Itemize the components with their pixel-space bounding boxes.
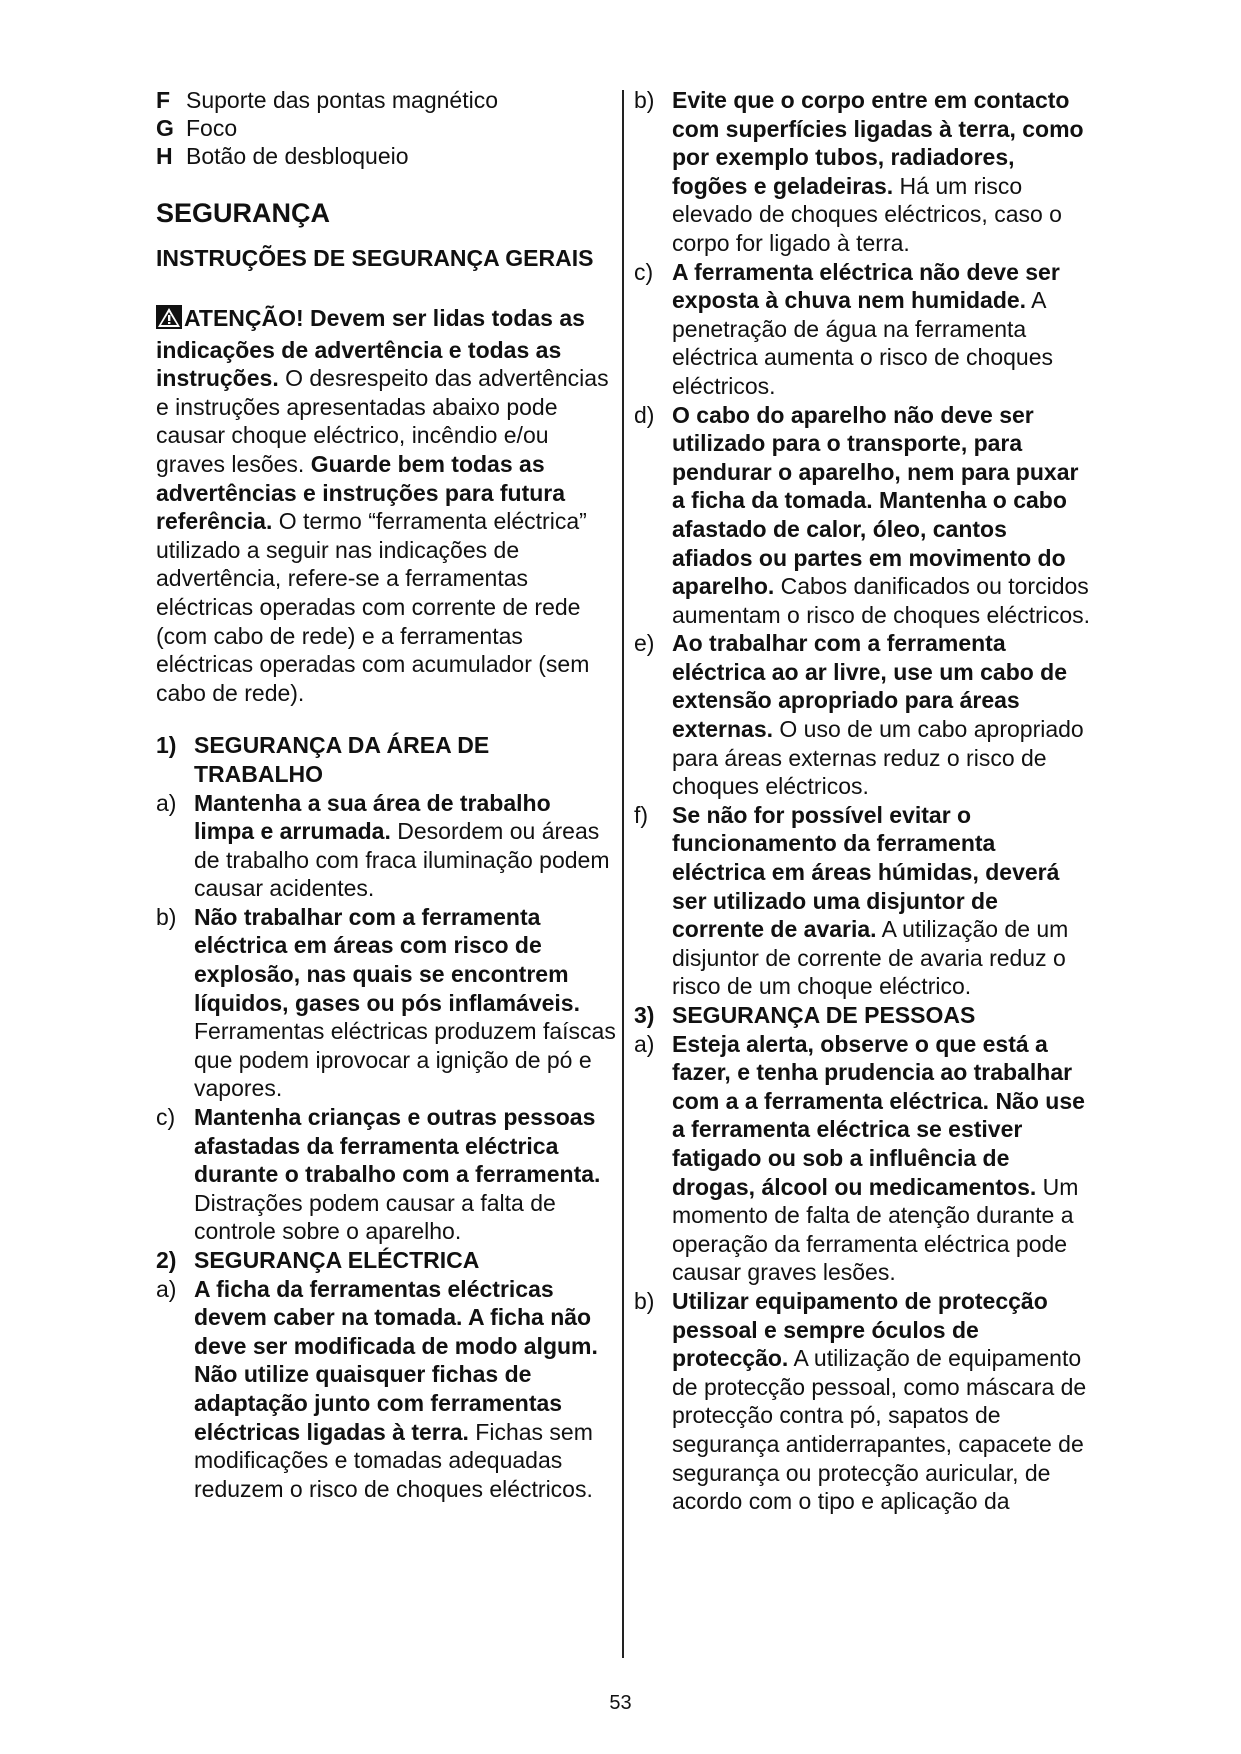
legend-item-h: [156, 142, 616, 170]
section-work-area: [156, 731, 616, 1246]
item-text: Há um risco elevado de choques eléctricos, caso o corpo for ligado à terra.: [672, 172, 1062, 256]
section-heading: [156, 731, 616, 788]
section-number: 2): [156, 1247, 177, 1273]
list-item: [634, 801, 1092, 1001]
item-bold: Não trabalhar com a ferramenta eléctrica em áreas com risco de explosão, nas quais se encontrem líquidos, gases ou pós inflamáveis.: [194, 903, 580, 1016]
item-label: b): [156, 903, 177, 930]
section-heading-text: SEGURANÇA ELÉCTRICA: [194, 1247, 480, 1273]
section-personal: [634, 1001, 1092, 1516]
item-text: A penetração de água na ferramenta eléctrica aumenta o risco de choques eléctricos.: [672, 287, 1053, 399]
warning-bold-text: ATENÇÃO! Devem ser lidas todas as indicações de advertência e todas as instruções.: [156, 305, 585, 392]
subsection-title: INSTRUÇÕES DE SEGURANÇA GERAIS: [156, 245, 594, 271]
item-text: A utilização de equipamento de protecção pessoal, como máscara de protecção contra pó, sapatos de segurança antiderrapantes, capacete de segurança ou protecção auricular, de acordo com o tipo e aplicação da: [672, 1345, 1087, 1515]
list-item: [634, 401, 1092, 630]
warning-paragraph: [156, 304, 616, 707]
item-text: Um momento de falta de atenção durante a operação da ferramenta eléctrica pode causar graves lesões.: [672, 1173, 1079, 1286]
legend-item-g: [156, 114, 616, 142]
legend-item-f: [156, 86, 616, 114]
item-text: Desordem ou áreas de trabalho com fraca iluminação podem causar acidentes.: [194, 818, 610, 902]
list-item: [634, 629, 1092, 801]
section-title: SEGURANÇA: [156, 198, 331, 228]
item-bold: A ficha da ferramentas eléctricas devem caber na tomada. A ficha não deve ser modificada de modo algum. Não utilize quaisquer fichas de adaptação junto com ferramentas eléctricas ligadas à terra.: [194, 1275, 598, 1445]
section-heading: [634, 1001, 1092, 1030]
item-bold: Mantenha a sua área de trabalho limpa e arrumada.: [194, 789, 551, 845]
left-column: [156, 86, 616, 1503]
item-bold: Esteja alerta, observe o que está a fazer, e tenha prudencia ao trabalhar com a a ferramenta eléctrica. Não use a ferramenta eléctrica se estiver fatigado ou sob a influência de drogas, álcool ou medicamentos.: [672, 1030, 1085, 1200]
section-electrical: [156, 1246, 616, 1503]
item-bold: O cabo do aparelho não deve ser utilizado para o transporte, para pendurar o aparelho, nem para puxar a ficha da tomada. Mantenha o cabo afastado de calor, óleo, cantos afiados ou partes em movimento do aparelho.: [672, 401, 1079, 600]
item-label: f): [634, 801, 649, 828]
item-text: O uso de um cabo apropriado para áreas externas reduz o risco de choques eléctricos.: [672, 716, 1084, 800]
item-label: b): [634, 87, 655, 113]
page-number: 53: [609, 1692, 632, 1714]
warning-text: O desrespeito das advertências e instruções apresentadas abaixo pode causar choque eléctrico, incêndio e/ou graves lesões.: [156, 365, 609, 477]
item-bold: A ferramenta eléctrica não deve ser exposta à chuva nem humidade.: [672, 258, 1060, 314]
section-heading-text: SEGURANÇA DA ÁREA DE TRABALHO: [194, 732, 490, 787]
item-bold: Evite que o corpo entre em contacto com superfícies ligadas à terra, como por exemplo tubos, radiadores, fogões e geladeiras.: [672, 87, 1084, 199]
list-item: [156, 1275, 616, 1504]
legend-letter: H: [156, 143, 173, 169]
warning-bold-text-2: Guarde bem todas as advertências e instruções para futura referência.: [156, 450, 566, 535]
item-label: a): [156, 789, 177, 816]
right-column: [634, 86, 1092, 1516]
section-heading: [156, 1246, 616, 1275]
item-label: c): [634, 258, 654, 285]
section-number: 3): [634, 1002, 655, 1028]
section-number: 1): [156, 732, 177, 759]
item-bold: Ao trabalhar com a ferramenta eléctrica ao ar livre, use um cabo de extensão apropriado para áreas externas.: [672, 630, 1068, 743]
legend-text: Botão de desbloqueio: [186, 143, 409, 169]
item-label: b): [634, 1287, 655, 1314]
item-label: c): [156, 1104, 176, 1131]
item-text: Ferramentas eléctricas produzem faíscas que podem iprovocar a ignição de pó e vapores.: [194, 1018, 616, 1102]
warning-text-2: O termo “ferramenta eléctrica” utilizado a seguir nas indicações de advertência, refere-se a ferramentas eléctricas operadas com corrente de rede (com cabo de rede) e a ferramentas eléctricas operadas com acumulador (sem cabo de rede).: [156, 508, 590, 706]
parts-legend: [156, 86, 616, 170]
legend-text: Foco: [186, 115, 238, 141]
list-item: [156, 1103, 616, 1246]
list-item: [156, 903, 616, 1103]
item-bold: Mantenha crianças e outras pessoas afastadas da ferramenta eléctrica durante o trabalho com a ferramenta.: [194, 1104, 601, 1188]
legend-letter: G: [156, 115, 174, 141]
list-item: [634, 86, 1092, 258]
item-label: e): [634, 630, 655, 657]
section-heading-text: SEGURANÇA DE PESSOAS: [672, 1002, 976, 1028]
legend-text: Suporte das pontas magnético: [186, 87, 498, 113]
item-text: Distrações podem causar a falta de controle sobre o aparelho.: [194, 1189, 556, 1245]
item-bold: Se não for possível evitar o funcionamento da ferramenta eléctrica em áreas húmidas, deverá ser utilizado uma disjuntor de corrente de avaria.: [672, 801, 1060, 943]
list-item: [634, 1030, 1092, 1287]
item-label: a): [634, 1030, 655, 1057]
list-item: [634, 1287, 1092, 1516]
item-text: Cabos danificados ou torcidos aumentam o risco de choques eléctricos.: [672, 573, 1091, 628]
list-item: [634, 258, 1092, 401]
item-label: a): [156, 1275, 177, 1302]
warning-icon: [156, 305, 182, 336]
item-bold: Utilizar equipamento de protecção pessoal e sempre óculos de protecção.: [672, 1287, 1048, 1372]
item-text: Fichas sem modificações e tomadas adequadas reduzem o risco de choques eléctricos.: [194, 1418, 593, 1502]
item-label: d): [634, 401, 655, 428]
legend-letter: F: [156, 87, 171, 113]
column-divider: [622, 90, 624, 1658]
list-item: [156, 789, 616, 903]
item-text: A utilização de um disjuntor de corrente de avaria reduz o risco de um choque eléctrico.: [672, 916, 1069, 1000]
